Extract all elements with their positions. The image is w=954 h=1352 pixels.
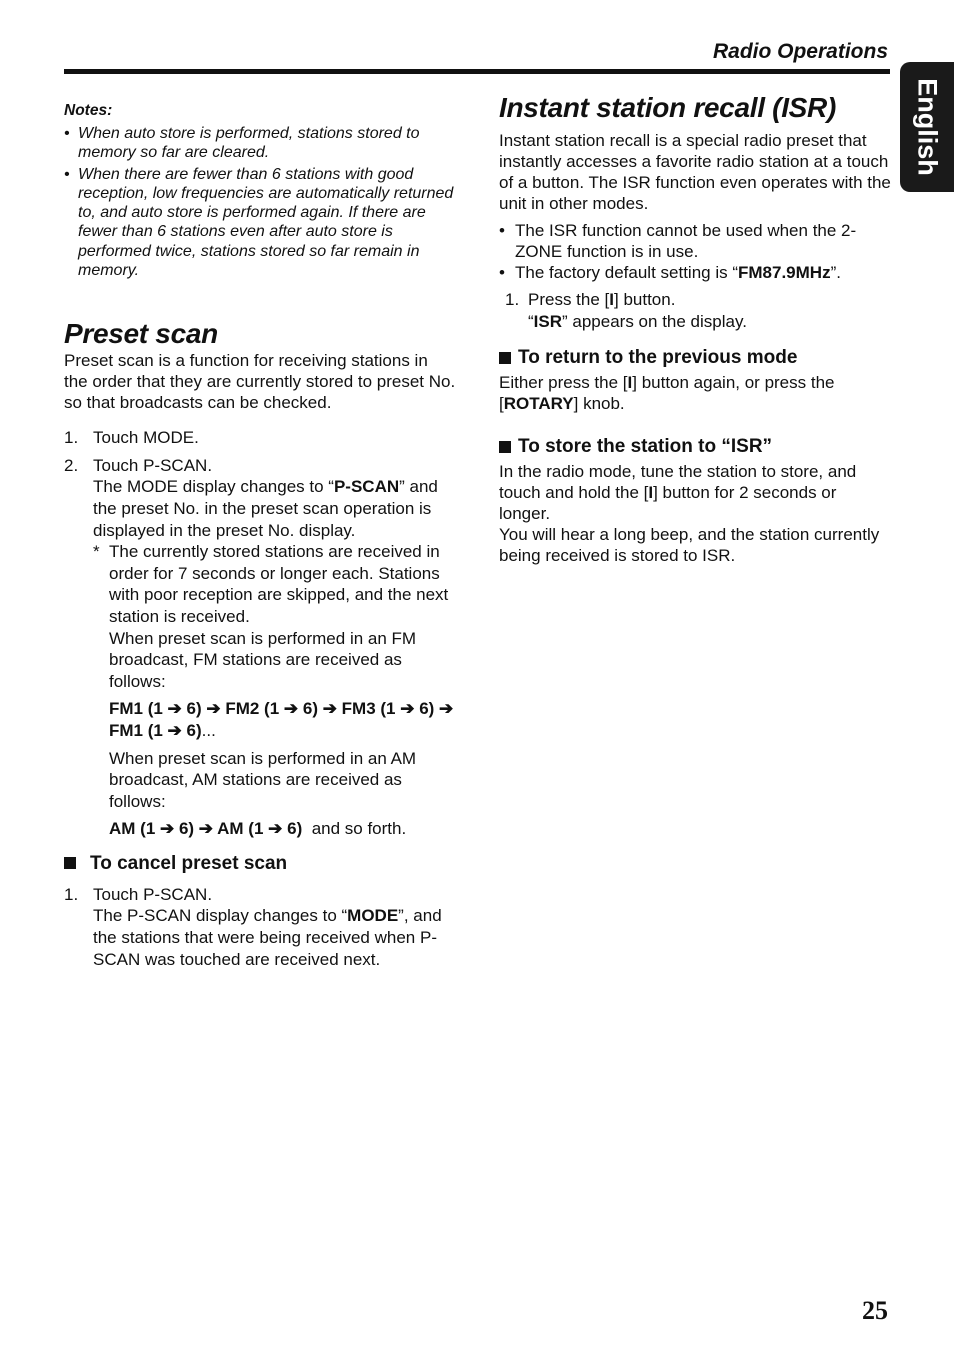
section-header-title: Radio Operations: [712, 40, 888, 63]
return-description: [499, 372, 891, 414]
bullet-icon: •: [499, 263, 505, 282]
subheading-text: To store the station to “ISR”: [518, 436, 773, 457]
header-rule: [64, 69, 890, 74]
subheading-text: To return to the previous mode: [518, 347, 798, 368]
am-sequence-suffix: and so forth.: [311, 819, 407, 839]
step-description: [93, 905, 456, 970]
page-number: 25: [862, 1296, 888, 1325]
button-label-i: I: [648, 483, 654, 502]
preset-scan-heading: Preset scan: [64, 318, 218, 350]
text-run: ”, and the stations that were being received when P-SCAN was touched are received next.: [93, 906, 442, 969]
text-run: Either press the [: [499, 373, 628, 392]
notes-list: [64, 124, 456, 280]
knob-label-rotary: ROTARY: [503, 394, 574, 413]
notes-title: Notes:: [64, 102, 113, 119]
step-item: [64, 427, 456, 448]
step-text: [528, 289, 747, 311]
am-sequence-text: AM (1 ➔ 6) ➔ AM (1 ➔ 6): [109, 819, 303, 839]
text-run: Press the [: [528, 290, 610, 309]
asterisk-note-text: When preset scan is performed in an FM broadcast, FM stations are received as follows:: [109, 628, 417, 691]
text-run: ”.: [830, 263, 841, 282]
isr-intro: Instant station recall is a special radio preset that instantly accesses a favorite radio station at a touch of a button. The ISR function even operates with the unit in other modes.: [499, 131, 891, 213]
am-sequence: [109, 818, 456, 840]
step-description: [93, 476, 456, 541]
text-run: ] knob.: [573, 394, 625, 413]
text-run: The P-SCAN display changes to “: [93, 906, 348, 926]
text-run: The factory default setting is “: [515, 263, 738, 282]
store-result: You will hear a long beep, and the station currently being received is stored to ISR.: [499, 525, 880, 565]
text-run: ” and the preset No. in the preset scan operation is displayed in the preset No. display.: [93, 477, 438, 540]
bullet-icon: •: [64, 165, 70, 183]
asterisk-note: [93, 541, 456, 840]
store-description: [499, 461, 891, 524]
step-body: [93, 455, 456, 541]
display-label-pscan: P-SCAN: [333, 477, 400, 497]
square-bullet-icon: [499, 352, 511, 364]
fm-sequence: [109, 698, 456, 741]
isr-bullet: [499, 262, 891, 283]
fm-sequence-suffix: ...: [201, 720, 216, 740]
note-item: [64, 124, 456, 163]
step-number: 1.: [64, 884, 79, 904]
bullet-icon: •: [64, 125, 70, 142]
preset-scan-intro: Preset scan is a function for receiving stations in the order that they are currently stored to preset No. so that broadcasts can be checked.: [64, 351, 456, 413]
step-item: [505, 289, 891, 333]
asterisk-marker: *: [93, 542, 100, 562]
step-text: Touch P-SCAN.: [93, 456, 213, 476]
note-text: When there are fewer than 6 stations with good reception, low frequencies are automatically returned to, and auto store is performed again. If there are fewer than 6 stations even after auto store is performed twice, stations stored so far remain in memory.: [78, 165, 454, 280]
bullet-text: [515, 262, 841, 283]
fm-sequence-text: FM1 (1 ➔ 6) ➔ FM2 (1 ➔ 6) ➔ FM3 (1 ➔ 6) ➔ FM1 (1 ➔ 6): [109, 699, 454, 740]
isr-bullet: [499, 220, 891, 262]
square-bullet-icon: [64, 857, 76, 869]
step-body: [93, 884, 456, 970]
cancel-preset-scan-heading: [64, 852, 456, 875]
display-label-mode: MODE: [347, 906, 399, 926]
return-previous-mode-heading: [499, 346, 891, 369]
text-run: ] button again, or press the [: [499, 373, 835, 413]
text-run: In the radio mode, tune the station to store, and touch and hold the [: [499, 462, 857, 502]
text-run: ] button.: [614, 290, 676, 309]
step-text: Touch MODE.: [93, 428, 199, 448]
store-isr-heading: [499, 435, 891, 458]
step-description: [528, 311, 747, 333]
language-tab: [900, 62, 954, 192]
step-body: [528, 289, 747, 333]
step-number: 1.: [505, 290, 520, 309]
step-item: [64, 455, 456, 541]
isr-heading: Instant station recall (ISR): [499, 92, 836, 123]
step-number: 1.: [64, 428, 79, 448]
square-bullet-icon: [499, 441, 511, 453]
left-column: [64, 96, 456, 970]
text-run: The MODE display changes to “: [93, 477, 334, 497]
asterisk-note-text: The currently stored stations are received in order for 7 seconds or longer each. Stations with poor reception are skipped, and the next station is received.: [109, 542, 449, 626]
text-run: ] button for 2 seconds or longer.: [499, 483, 837, 523]
text-run: “: [528, 312, 534, 331]
note-text: When auto store is performed, stations stored to memory so far are cleared.: [78, 125, 420, 162]
step-number: 2.: [64, 456, 79, 476]
asterisk-note-text: When preset scan is performed in an AM broadcast, AM stations are received as follows:: [109, 748, 417, 811]
default-frequency: FM87.9MHz: [738, 263, 831, 282]
display-label-isr: ISR: [533, 312, 563, 331]
language-tab-label: English: [912, 78, 943, 176]
step-item: [64, 884, 456, 970]
bullet-icon: •: [499, 221, 505, 240]
button-label-i: I: [609, 290, 614, 309]
button-label-i: I: [627, 373, 633, 392]
text-run: ” appears on the display.: [562, 312, 747, 331]
note-item: [64, 165, 456, 281]
right-column: [499, 92, 891, 566]
step-text: Touch P-SCAN.: [93, 884, 213, 904]
subheading-text: To cancel preset scan: [90, 852, 288, 874]
asterisk-note-body: [109, 541, 456, 840]
bullet-text: The ISR function cannot be used when the 2-ZONE function is in use.: [515, 221, 857, 261]
